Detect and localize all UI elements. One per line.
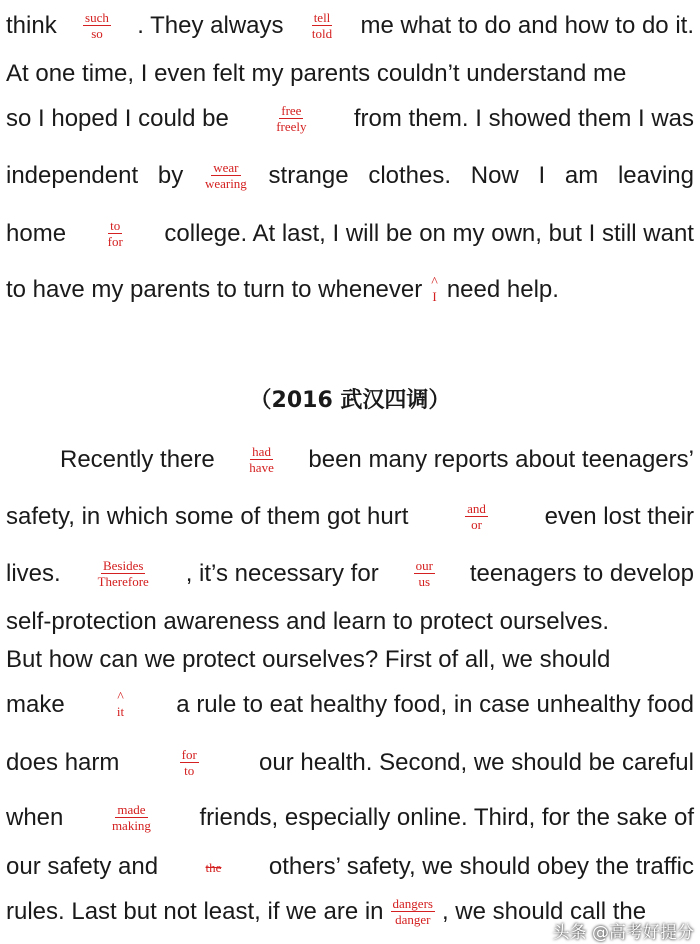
watermark: 头条 @高考好提分 [552,923,694,943]
corrected-word: told [311,26,333,41]
corrected-word: us [418,574,431,589]
word-correction [180,747,199,778]
text-segment: others’ safety, we should obey the traffic [268,853,694,880]
text-segment: , it’s necessary for [185,559,379,587]
corrected-word: or [471,517,482,532]
word-correction [204,860,224,875]
word-correction [96,558,151,589]
corrected-word: have [249,460,274,475]
text-segment: independent [6,161,139,189]
word-correction [414,558,435,589]
text-segment: strange [268,161,349,189]
text-segment: safety, in which some of them got hurt [6,502,409,530]
word-correction [83,10,111,41]
original-word: the [205,859,222,875]
original-word: had [252,444,271,459]
original-word: dangers [392,896,433,911]
text-segment: lives. [6,559,61,587]
text-line [6,160,694,191]
text-segment: think [6,11,57,39]
line-text: But how can we protect ourselves? First of all, we should [6,646,611,673]
corrected-word: danger [395,912,431,927]
text-segment: need help. [446,276,559,303]
line-text: At one time, I even felt my parents couldn’t understand me [6,60,627,87]
text-segment: Recently there [60,445,215,473]
text-segment: teenagers to develop [469,559,694,587]
text-segment: make [6,691,65,718]
word-correction [110,802,153,833]
text-segment: our safety and [6,853,159,880]
corrected-word: for [107,234,123,249]
text-segment: to have my parents to turn to whenever [6,276,423,303]
text-segment: a rule to eat healthy food, in case unhealthy food [176,691,694,718]
corrected-word: freely [276,119,307,134]
text-segment: from them. I showed them I was [353,104,694,132]
text-line [6,501,694,532]
line-text: self-protection awareness and learn to protect ourselves. [6,608,609,635]
text-line [6,607,694,637]
text-line [6,690,694,720]
text-line [6,852,694,882]
text-segment: me what to do and how to do it. [360,11,694,39]
text-segment: been many reports about teenagers’ [308,445,694,473]
text-segment: our health. Second, we should be careful [259,748,694,776]
word-correction [203,160,249,191]
text-segment: home [6,219,67,247]
original-word: for [181,747,197,762]
corrected-word: Therefore [97,574,149,589]
text-segment: by [157,161,184,189]
original-word: and [467,501,486,516]
text-segment: , we should call the [441,897,647,925]
corrected-word: so [91,26,103,41]
text-segment: . They always [137,11,284,39]
text-segment: I [538,161,546,189]
original-word: wear [213,160,239,175]
corrected-word: to [184,763,195,778]
corrected-word: I [432,288,437,304]
original-word: free [281,103,302,118]
text-segment: am [564,161,599,189]
original-word: our [415,558,433,573]
text-segment: clothes. [368,161,452,189]
text-segment: Now [470,161,519,189]
text-line [6,558,694,589]
text-line [6,802,694,833]
original-word: Besides [102,558,144,573]
original-word: made [117,802,146,817]
corrected-word: wearing [204,176,247,191]
text-line [6,645,694,675]
word-correction [465,501,488,532]
text-segment: college. At last, I will be on my own, but I still want [164,219,694,247]
word-correction [310,10,334,41]
original-word: ^ [117,689,124,705]
text-segment: when [6,803,64,831]
text-line [6,10,694,41]
text-segment: does harm [6,748,120,776]
text-segment: rules. Last but not least, if we are in [6,897,384,925]
text-segment: leaving [617,161,694,189]
text-line [6,218,694,249]
word-correction [391,896,435,927]
insertion-correction [115,689,126,719]
text-line [6,59,694,89]
corrected-word: making [111,818,151,833]
text-line [60,444,694,475]
original-word: ^ [431,274,438,290]
text-segment: friends, especially online. Third, for the sake of [199,803,694,831]
text-line [6,747,694,778]
text-segment: even lost their [544,502,694,530]
word-correction [247,444,276,475]
text-segment: so I hoped I could be [6,104,229,132]
text-line [6,103,694,134]
original-word: to [110,218,121,233]
word-correction [274,103,308,134]
text-line [6,275,694,305]
corrected-word: it [116,703,125,719]
original-word: tell [313,10,331,25]
insertion-correction [429,274,440,304]
word-correction [106,218,125,249]
original-word: such [85,10,109,25]
section-heading: （2016 武汉四调） [249,388,451,413]
